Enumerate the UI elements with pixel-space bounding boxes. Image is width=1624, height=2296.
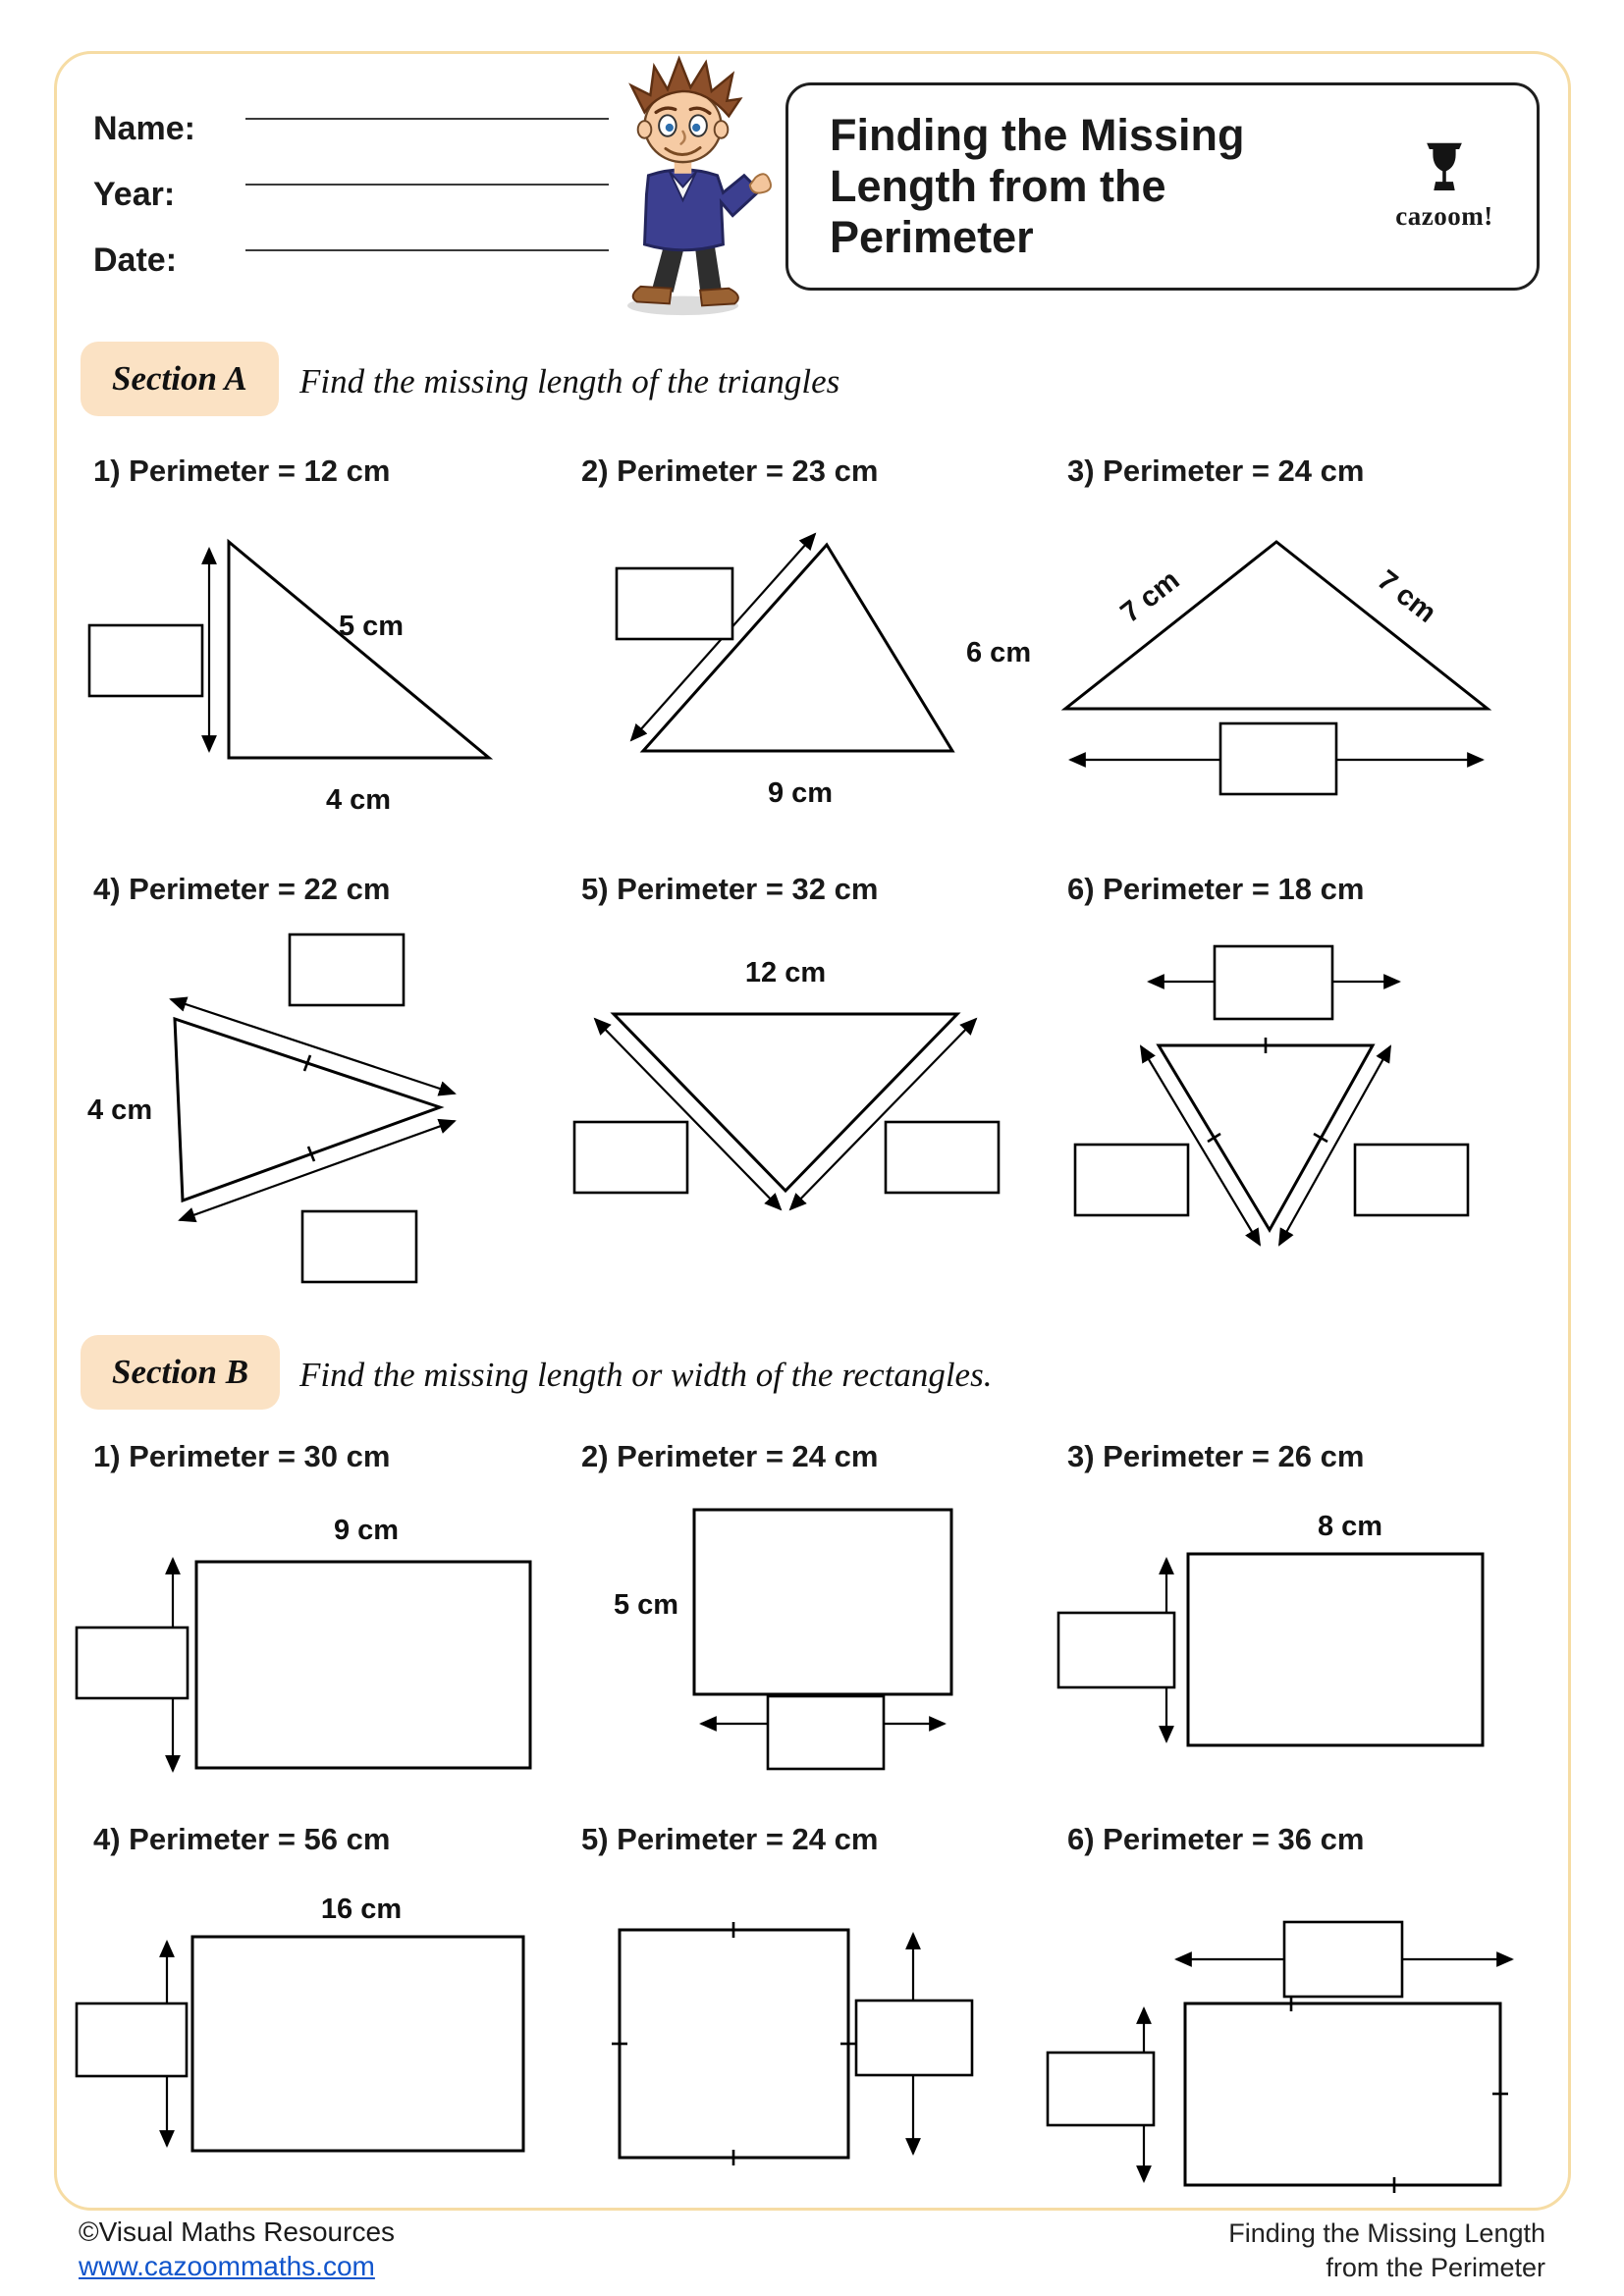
date-line[interactable] [245,216,609,251]
rectangle-figure [1046,1488,1527,1802]
problem-b4 [72,1822,563,2195]
side-label: 6 cm [966,637,1032,668]
answer-box[interactable] [77,1628,188,1698]
problem-b3 [1046,1439,1537,1802]
problem-b5 [560,1822,1051,2195]
triangle-figure [72,503,553,856]
side-label: 16 cm [320,1894,403,1925]
problem-title: 3) Perimeter = 26 cm [1067,1439,1365,1473]
side-label: 7 cm [1114,563,1186,629]
answer-box[interactable] [1048,2053,1154,2125]
triangle-figure [1046,503,1527,856]
problem-a6 [1046,872,1537,1284]
problem-b2 [560,1439,1051,1802]
doc-title-line2: from the Perimeter [1326,2253,1545,2283]
answer-box[interactable] [1284,1922,1402,1997]
side-label: 7 cm [1371,563,1442,629]
problem-title: 1) Perimeter = 30 cm [93,1439,391,1473]
rectangle-shape [694,1510,951,1694]
problem-a3 [1046,454,1537,856]
rectangle-shape [192,1937,523,2151]
answer-box[interactable] [89,625,202,696]
problem-title: 1) Perimeter = 12 cm [93,454,391,488]
problem-title: 5) Perimeter = 32 cm [581,872,879,906]
rectangle-figure [560,1871,1041,2195]
answer-box[interactable] [302,1211,416,1282]
worksheet-title-box [785,82,1540,291]
measure-arrow [180,1121,455,1220]
problem-a2 [560,454,1051,856]
square-shape [620,1930,848,2158]
answer-box[interactable] [77,2003,187,2076]
answer-box[interactable] [574,1122,687,1193]
answer-box[interactable] [1215,946,1332,1019]
side-label: 4 cm [325,784,392,816]
answer-box[interactable] [856,2001,972,2075]
side-label: 12 cm [744,957,827,988]
problem-title: 4) Perimeter = 56 cm [93,1822,391,1856]
section-b-badge: Section B [81,1335,280,1410]
rectangle-figure [1046,1871,1527,2210]
triangle-figure [560,921,1041,1284]
answer-box[interactable] [617,568,732,639]
cazoom-logo [1378,141,1525,232]
footer-left [79,2215,395,2283]
answer-box[interactable] [1355,1145,1468,1215]
problem-b6 [1046,1822,1537,2210]
year-label: Year: [93,176,176,213]
section-b-instruction: Find the missing length or width of the rectangles. [299,1356,993,1394]
cartoon-boy-illustration [587,51,779,319]
problem-title: 6) Perimeter = 18 cm [1067,872,1365,906]
side-label: 9 cm [333,1515,400,1546]
cazoom-logo-text: cazoom! [1395,200,1493,231]
rectangle-figure [72,1871,553,2195]
name-label: Name: [93,110,195,147]
triangle-figure [72,921,553,1284]
date-label: Date: [93,241,178,279]
problem-title: 2) Perimeter = 24 cm [581,1439,879,1473]
triangle-figure [560,503,1041,856]
problem-a4 [72,872,563,1284]
worksheet-title: Finding the Missing Length from the Perimeter [830,109,1245,263]
answer-box[interactable] [290,934,404,1005]
problem-title: 4) Perimeter = 22 cm [93,872,391,906]
problem-a5 [560,872,1051,1284]
triangle-shape [229,542,489,758]
problem-a1 [72,454,563,856]
problem-title: 5) Perimeter = 24 cm [581,1822,879,1856]
triangle-shape [1159,1045,1373,1230]
name-line[interactable] [245,84,609,120]
problem-b1 [72,1439,563,1802]
answer-box[interactable] [768,1696,884,1769]
problem-title: 2) Perimeter = 23 cm [581,454,879,488]
copyright-text: ©Visual Maths Resources [79,2216,396,2247]
side-label: 5 cm [613,1589,679,1621]
footer-right [1228,2216,1545,2285]
side-label: 4 cm [87,1095,153,1126]
answer-box[interactable] [1058,1613,1174,1687]
year-line[interactable] [245,150,609,186]
rectangle-figure [72,1488,553,1802]
answer-box[interactable] [1220,723,1336,794]
section-a-badge: Section A [81,342,279,416]
section-a-instruction: Find the missing length of the triangles [299,362,840,400]
rectangle-shape [1188,1554,1483,1745]
problem-title: 6) Perimeter = 36 cm [1067,1822,1365,1856]
measure-arrow [171,999,455,1094]
problem-title: 3) Perimeter = 24 cm [1067,454,1365,488]
side-label: 8 cm [1317,1511,1383,1542]
answer-box[interactable] [1075,1145,1188,1215]
cazoom-logo-icon [1420,141,1469,194]
doc-title-line1: Finding the Missing Length [1228,2218,1545,2248]
rectangle-shape [196,1562,530,1768]
side-label: 9 cm [767,777,834,809]
cazoommaths-link[interactable]: www.cazoommaths.com [79,2251,375,2281]
rectangle-figure [560,1488,1041,1802]
side-label: 5 cm [338,611,405,642]
answer-box[interactable] [886,1122,999,1193]
triangle-figure [1046,921,1527,1284]
rectangle-shape [1185,2003,1500,2185]
